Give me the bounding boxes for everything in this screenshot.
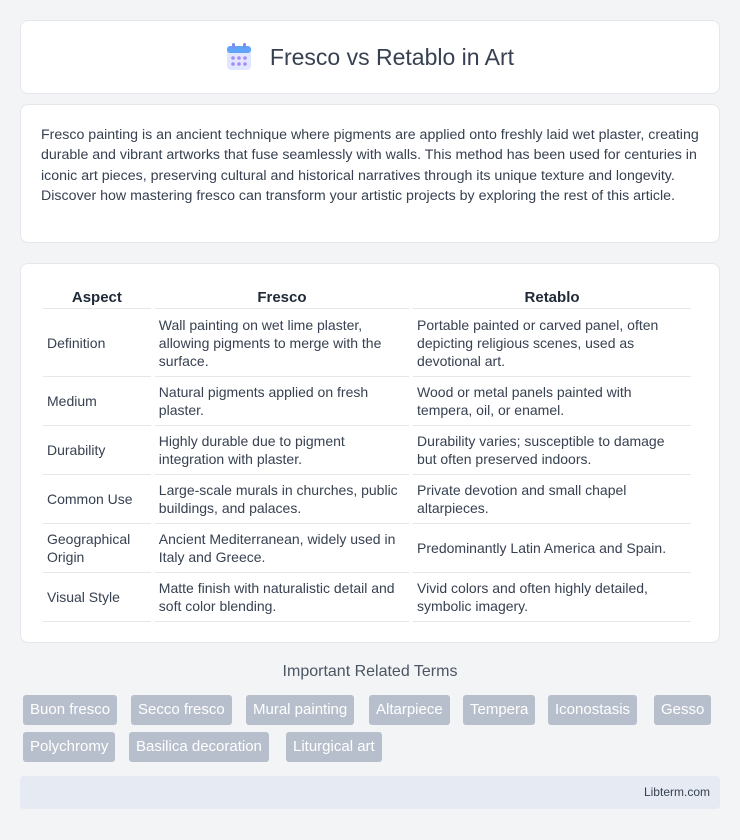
tag-mural-painting[interactable]: Mural painting <box>246 695 354 725</box>
row-retablo: Wood or metal panels painted with tempera, oil, or enamel. <box>413 377 691 426</box>
column-header-aspect: Aspect <box>43 284 151 309</box>
table-header-row <box>43 284 691 309</box>
tag-basilica-decoration[interactable]: Basilica decoration <box>129 732 269 762</box>
row-fresco: Large-scale murals in churches, public buildings, and palaces. <box>155 475 409 524</box>
row-retablo: Private devotion and small chapel altarpieces. <box>413 475 691 524</box>
row-aspect: Geographical Origin <box>43 524 151 573</box>
table-row <box>43 475 691 524</box>
row-retablo: Portable painted or carved panel, often depicting religious scenes, used as devotional art. <box>413 309 691 377</box>
table-row <box>43 426 691 475</box>
tag-buon-fresco[interactable]: Buon fresco <box>23 695 117 725</box>
tag-altarpiece[interactable]: Altarpiece <box>369 695 450 725</box>
comparison-table <box>39 284 695 622</box>
page-title: Fresco vs Retablo in Art <box>269 43 515 70</box>
comparison-card <box>20 263 720 643</box>
row-retablo: Durability varies; susceptible to damage but often preserved indoors. <box>413 426 691 475</box>
tag-liturgical-art[interactable]: Liturgical art <box>286 732 382 762</box>
row-aspect: Common Use <box>43 475 151 524</box>
row-aspect: Visual Style <box>43 573 151 622</box>
table-row <box>43 573 691 622</box>
intro-text: Fresco painting is an ancient technique where pigments are applied onto freshly laid wet plaster, creating durable and vibrant artworks that fuse seamlessly with walls. This method has been used for centuries in iconic art pieces, preserving cultural and historical narratives through its unique texture and longevity. Discover how mastering fresco can transform your artistic projects by exploring the rest of this article. <box>41 127 699 205</box>
intro-card <box>20 104 720 243</box>
footer-site-link[interactable]: Libterm.com <box>643 785 710 799</box>
row-fresco: Matte finish with naturalistic detail and soft color blending. <box>155 573 409 622</box>
header-card <box>20 20 720 94</box>
tag-iconostasis[interactable]: Iconostasis <box>548 695 637 725</box>
row-fresco: Natural pigments applied on fresh plaster. <box>155 377 409 426</box>
row-aspect: Medium <box>43 377 151 426</box>
footer <box>20 776 720 809</box>
row-fresco: Highly durable due to pigment integration with plaster. <box>155 426 409 475</box>
tag-secco-fresco[interactable]: Secco fresco <box>131 695 232 725</box>
table-row <box>43 524 691 573</box>
row-retablo: Vivid colors and often highly detailed, symbolic imagery. <box>413 573 691 622</box>
table-row <box>43 377 691 426</box>
row-aspect: Definition <box>43 309 151 377</box>
table-row <box>43 309 691 377</box>
tag-gesso[interactable]: Gesso <box>654 695 711 725</box>
row-aspect: Durability <box>43 426 151 475</box>
related-terms-title: Important Related Terms <box>282 663 458 680</box>
tag-polychromy[interactable]: Polychromy <box>23 732 115 762</box>
column-header-fresco: Fresco <box>155 284 409 309</box>
column-header-retablo: Retablo <box>413 284 691 309</box>
row-fresco: Wall painting on wet lime plaster, allowing pigments to merge with the surface. <box>155 309 409 377</box>
tag-tempera[interactable]: Tempera <box>463 695 535 725</box>
row-retablo: Predominantly Latin America and Spain. <box>413 524 691 573</box>
row-fresco: Ancient Mediterranean, widely used in Italy and Greece. <box>155 524 409 573</box>
calendar-icon <box>226 43 252 71</box>
